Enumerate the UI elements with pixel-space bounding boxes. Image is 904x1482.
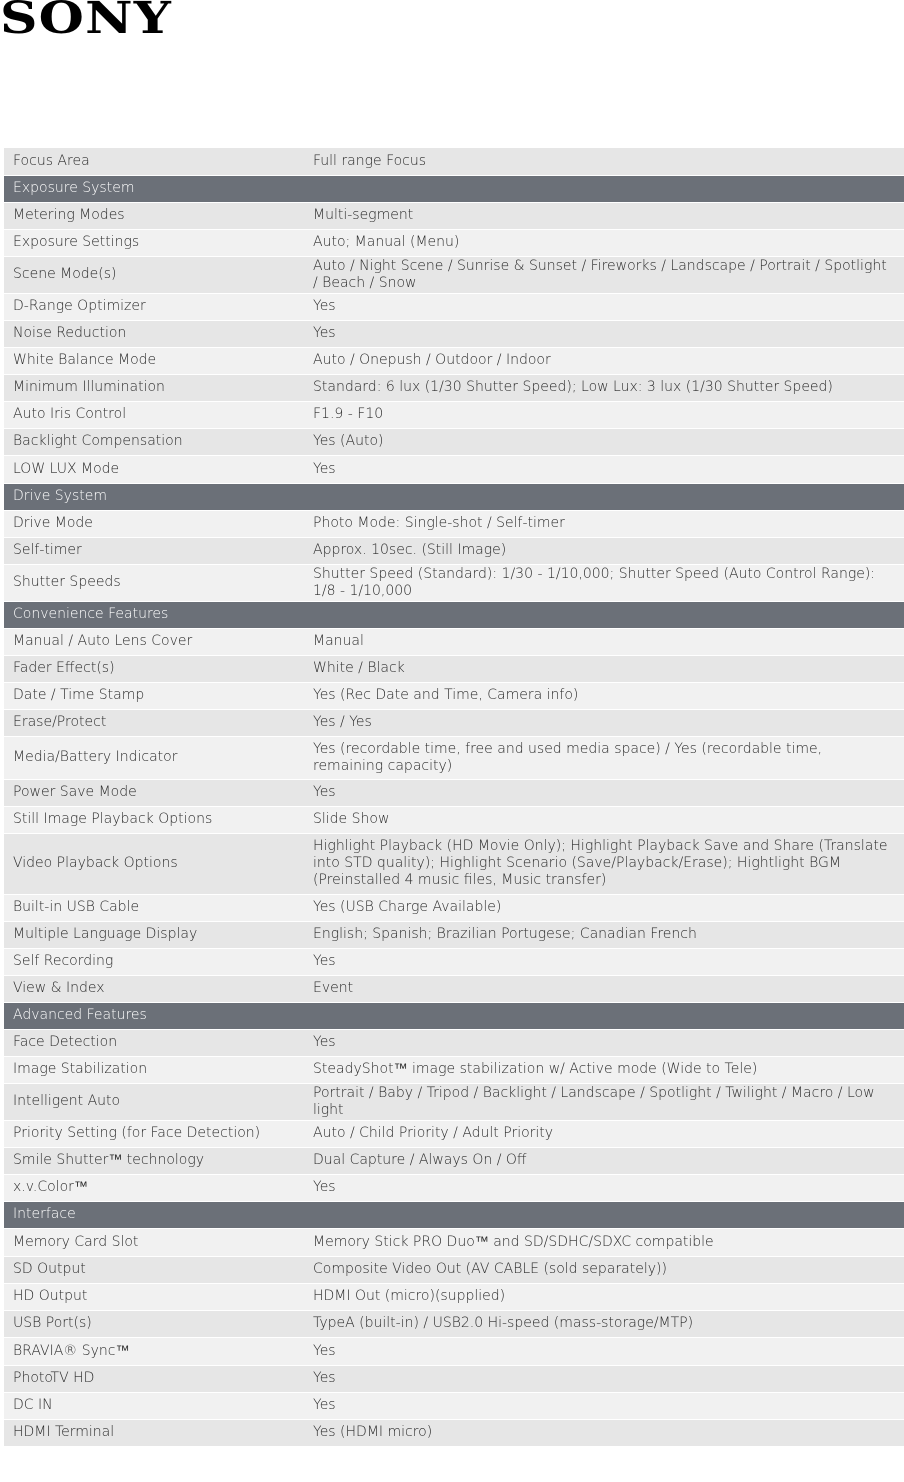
spec-row	[4, 202, 904, 229]
spec-value: Slide Show	[304, 806, 904, 833]
spec-value: Shutter Speed (Standard): 1/30 - 1/10,000; Shutter Speed (Auto Control Range): 1/8 - 1/10,000	[304, 564, 904, 601]
spec-value: Yes / Yes	[304, 709, 904, 736]
spec-row	[4, 1174, 904, 1201]
spec-label: Still Image Playback Options	[4, 806, 304, 833]
section-title: Convenience Features	[4, 601, 904, 628]
section-header	[4, 601, 904, 628]
spec-label: SD Output	[4, 1256, 304, 1283]
spec-value: Auto; Manual (Menu)	[304, 229, 904, 256]
spec-label: View & Index	[4, 975, 304, 1002]
spec-row	[4, 293, 904, 320]
spec-row	[4, 894, 904, 921]
spec-row	[4, 736, 904, 779]
spec-row	[4, 948, 904, 975]
spec-label: Exposure Settings	[4, 229, 304, 256]
spec-value: Yes (recordable time, free and used media space) / Yes (recordable time, remaining capacity)	[304, 736, 904, 779]
spec-value: Dual Capture / Always On / Off	[304, 1147, 904, 1174]
spec-value: Yes (Rec Date and Time, Camera info)	[304, 682, 904, 709]
spec-value: Approx. 10sec. (Still Image)	[304, 537, 904, 564]
spec-label: White Balance Mode	[4, 347, 304, 374]
spec-row	[4, 1120, 904, 1147]
spec-row	[4, 428, 904, 455]
spec-value: Memory Stick PRO Duo™ and SD/SDHC/SDXC compatible	[304, 1228, 904, 1256]
spec-value: Event	[304, 975, 904, 1002]
spec-value: Yes (USB Charge Available)	[304, 894, 904, 921]
spec-label: PhotoTV HD	[4, 1365, 304, 1392]
section-header	[4, 483, 904, 510]
spec-label: Drive Mode	[4, 510, 304, 537]
section-header	[4, 1201, 904, 1228]
spec-label: Fader Effect(s)	[4, 655, 304, 682]
section-title: Exposure System	[4, 175, 904, 202]
spec-row	[4, 229, 904, 256]
spec-label: Self Recording	[4, 948, 304, 975]
spec-label: HDMI Terminal	[4, 1419, 304, 1446]
spec-label: Power Save Mode	[4, 779, 304, 806]
spec-value: Yes	[304, 320, 904, 347]
spec-label: Built-in USB Cable	[4, 894, 304, 921]
spec-row	[4, 833, 904, 894]
spec-value: Yes (HDMI micro)	[304, 1419, 904, 1446]
spec-value: Yes	[304, 455, 904, 483]
spec-label: Priority Setting (for Face Detection)	[4, 1120, 304, 1147]
spec-value: TypeA (built-in) / USB2.0 Hi-speed (mass-storage/MTP)	[304, 1310, 904, 1337]
spec-row	[4, 347, 904, 374]
spec-label: Memory Card Slot	[4, 1228, 304, 1256]
spec-row	[4, 1029, 904, 1056]
spec-label: Self-timer	[4, 537, 304, 564]
spec-row	[4, 564, 904, 601]
spec-value: Yes	[304, 1365, 904, 1392]
spec-label: Date / Time Stamp	[4, 682, 304, 709]
spec-row	[4, 682, 904, 709]
spec-label: Erase/Protect	[4, 709, 304, 736]
spec-row	[4, 921, 904, 948]
spec-label: USB Port(s)	[4, 1310, 304, 1337]
spec-label: Media/Battery Indicator	[4, 736, 304, 779]
spec-label: Minimum Illumination	[4, 374, 304, 401]
spec-value: English; Spanish; Brazilian Portugese; Canadian French	[304, 921, 904, 948]
spec-row	[4, 806, 904, 833]
spec-value: Portrait / Baby / Tripod / Backlight / Landscape / Spotlight / Twilight / Macro / Low light	[304, 1083, 904, 1120]
spec-value: Yes	[304, 1392, 904, 1419]
spec-row	[4, 374, 904, 401]
spec-label: Face Detection	[4, 1029, 304, 1056]
spec-value: Auto / Onepush / Outdoor / Indoor	[304, 347, 904, 374]
spec-label: Focus Area	[4, 148, 304, 175]
sony-logo: SONY	[0, 0, 172, 44]
spec-value: White / Black	[304, 655, 904, 682]
spec-row	[4, 709, 904, 736]
section-header	[4, 175, 904, 202]
spec-row	[4, 1083, 904, 1120]
spec-label: Backlight Compensation	[4, 428, 304, 455]
spec-row	[4, 320, 904, 347]
spec-row	[4, 1392, 904, 1419]
spec-label: x.v.Color™	[4, 1174, 304, 1201]
spec-label: D-Range Optimizer	[4, 293, 304, 320]
spec-value: SteadyShot™ image stabilization w/ Active mode (Wide to Tele)	[304, 1056, 904, 1083]
spec-label: Metering Modes	[4, 202, 304, 229]
spec-row	[4, 1337, 904, 1365]
spec-label: Auto Iris Control	[4, 401, 304, 428]
spec-value: F1.9 - F10	[304, 401, 904, 428]
spec-value: Yes	[304, 948, 904, 975]
spec-value: Composite Video Out (AV CABLE (sold separately))	[304, 1256, 904, 1283]
spec-row	[4, 1228, 904, 1256]
spec-row	[4, 510, 904, 537]
spec-value: HDMI Out (micro)(supplied)	[304, 1283, 904, 1310]
spec-label: Video Playback Options	[4, 833, 304, 894]
spec-label: Smile Shutter™ technology	[4, 1147, 304, 1174]
spec-value: Manual	[304, 628, 904, 655]
spec-value: Highlight Playback (HD Movie Only); Highlight Playback Save and Share (Translate into STD quality); Highlight Scenario (Save/Playback/Erase); Hightlight BGM (Preinstalled 4 music files, Music transfer)	[304, 833, 904, 894]
spec-row	[4, 256, 904, 293]
spec-value: Photo Mode: Single-shot / Self-timer	[304, 510, 904, 537]
spec-label: Shutter Speeds	[4, 564, 304, 601]
spec-value: Auto / Night Scene / Sunrise & Sunset / Fireworks / Landscape / Portrait / Spotlight / Beach / Snow	[304, 256, 904, 293]
spec-row	[4, 401, 904, 428]
spec-row	[4, 779, 904, 806]
spec-table	[4, 148, 904, 1447]
spec-row	[4, 628, 904, 655]
spec-label: DC IN	[4, 1392, 304, 1419]
spec-label: LOW LUX Mode	[4, 455, 304, 483]
spec-label: Scene Mode(s)	[4, 256, 304, 293]
spec-row	[4, 1419, 904, 1446]
spec-row	[4, 655, 904, 682]
spec-value: Yes	[304, 1029, 904, 1056]
spec-label: Multiple Language Display	[4, 921, 304, 948]
spec-row	[4, 1310, 904, 1337]
section-title: Interface	[4, 1201, 904, 1228]
spec-row	[4, 455, 904, 483]
spec-label: HD Output	[4, 1283, 304, 1310]
spec-value: Yes	[304, 1337, 904, 1365]
spec-row	[4, 1147, 904, 1174]
spec-value: Yes	[304, 779, 904, 806]
spec-value: Yes	[304, 293, 904, 320]
spec-row	[4, 1056, 904, 1083]
spec-label: Manual / Auto Lens Cover	[4, 628, 304, 655]
spec-row	[4, 1283, 904, 1310]
spec-row	[4, 1256, 904, 1283]
spec-label: Image Stabilization	[4, 1056, 304, 1083]
spec-value: Auto / Child Priority / Adult Priority	[304, 1120, 904, 1147]
spec-value: Full range Focus	[304, 148, 904, 175]
section-title: Drive System	[4, 483, 904, 510]
spec-row	[4, 537, 904, 564]
spec-row	[4, 148, 904, 175]
spec-row	[4, 975, 904, 1002]
spec-row	[4, 1365, 904, 1392]
spec-value: Standard: 6 lux (1/30 Shutter Speed); Low Lux: 3 lux (1/30 Shutter Speed)	[304, 374, 904, 401]
section-title: Advanced Features	[4, 1002, 904, 1029]
spec-value: Yes	[304, 1174, 904, 1201]
spec-value: Multi-segment	[304, 202, 904, 229]
spec-label: Intelligent Auto	[4, 1083, 304, 1120]
spec-label: Noise Reduction	[4, 320, 304, 347]
spec-label: BRAVIA® Sync™	[4, 1337, 304, 1365]
spec-value: Yes (Auto)	[304, 428, 904, 455]
section-header	[4, 1002, 904, 1029]
